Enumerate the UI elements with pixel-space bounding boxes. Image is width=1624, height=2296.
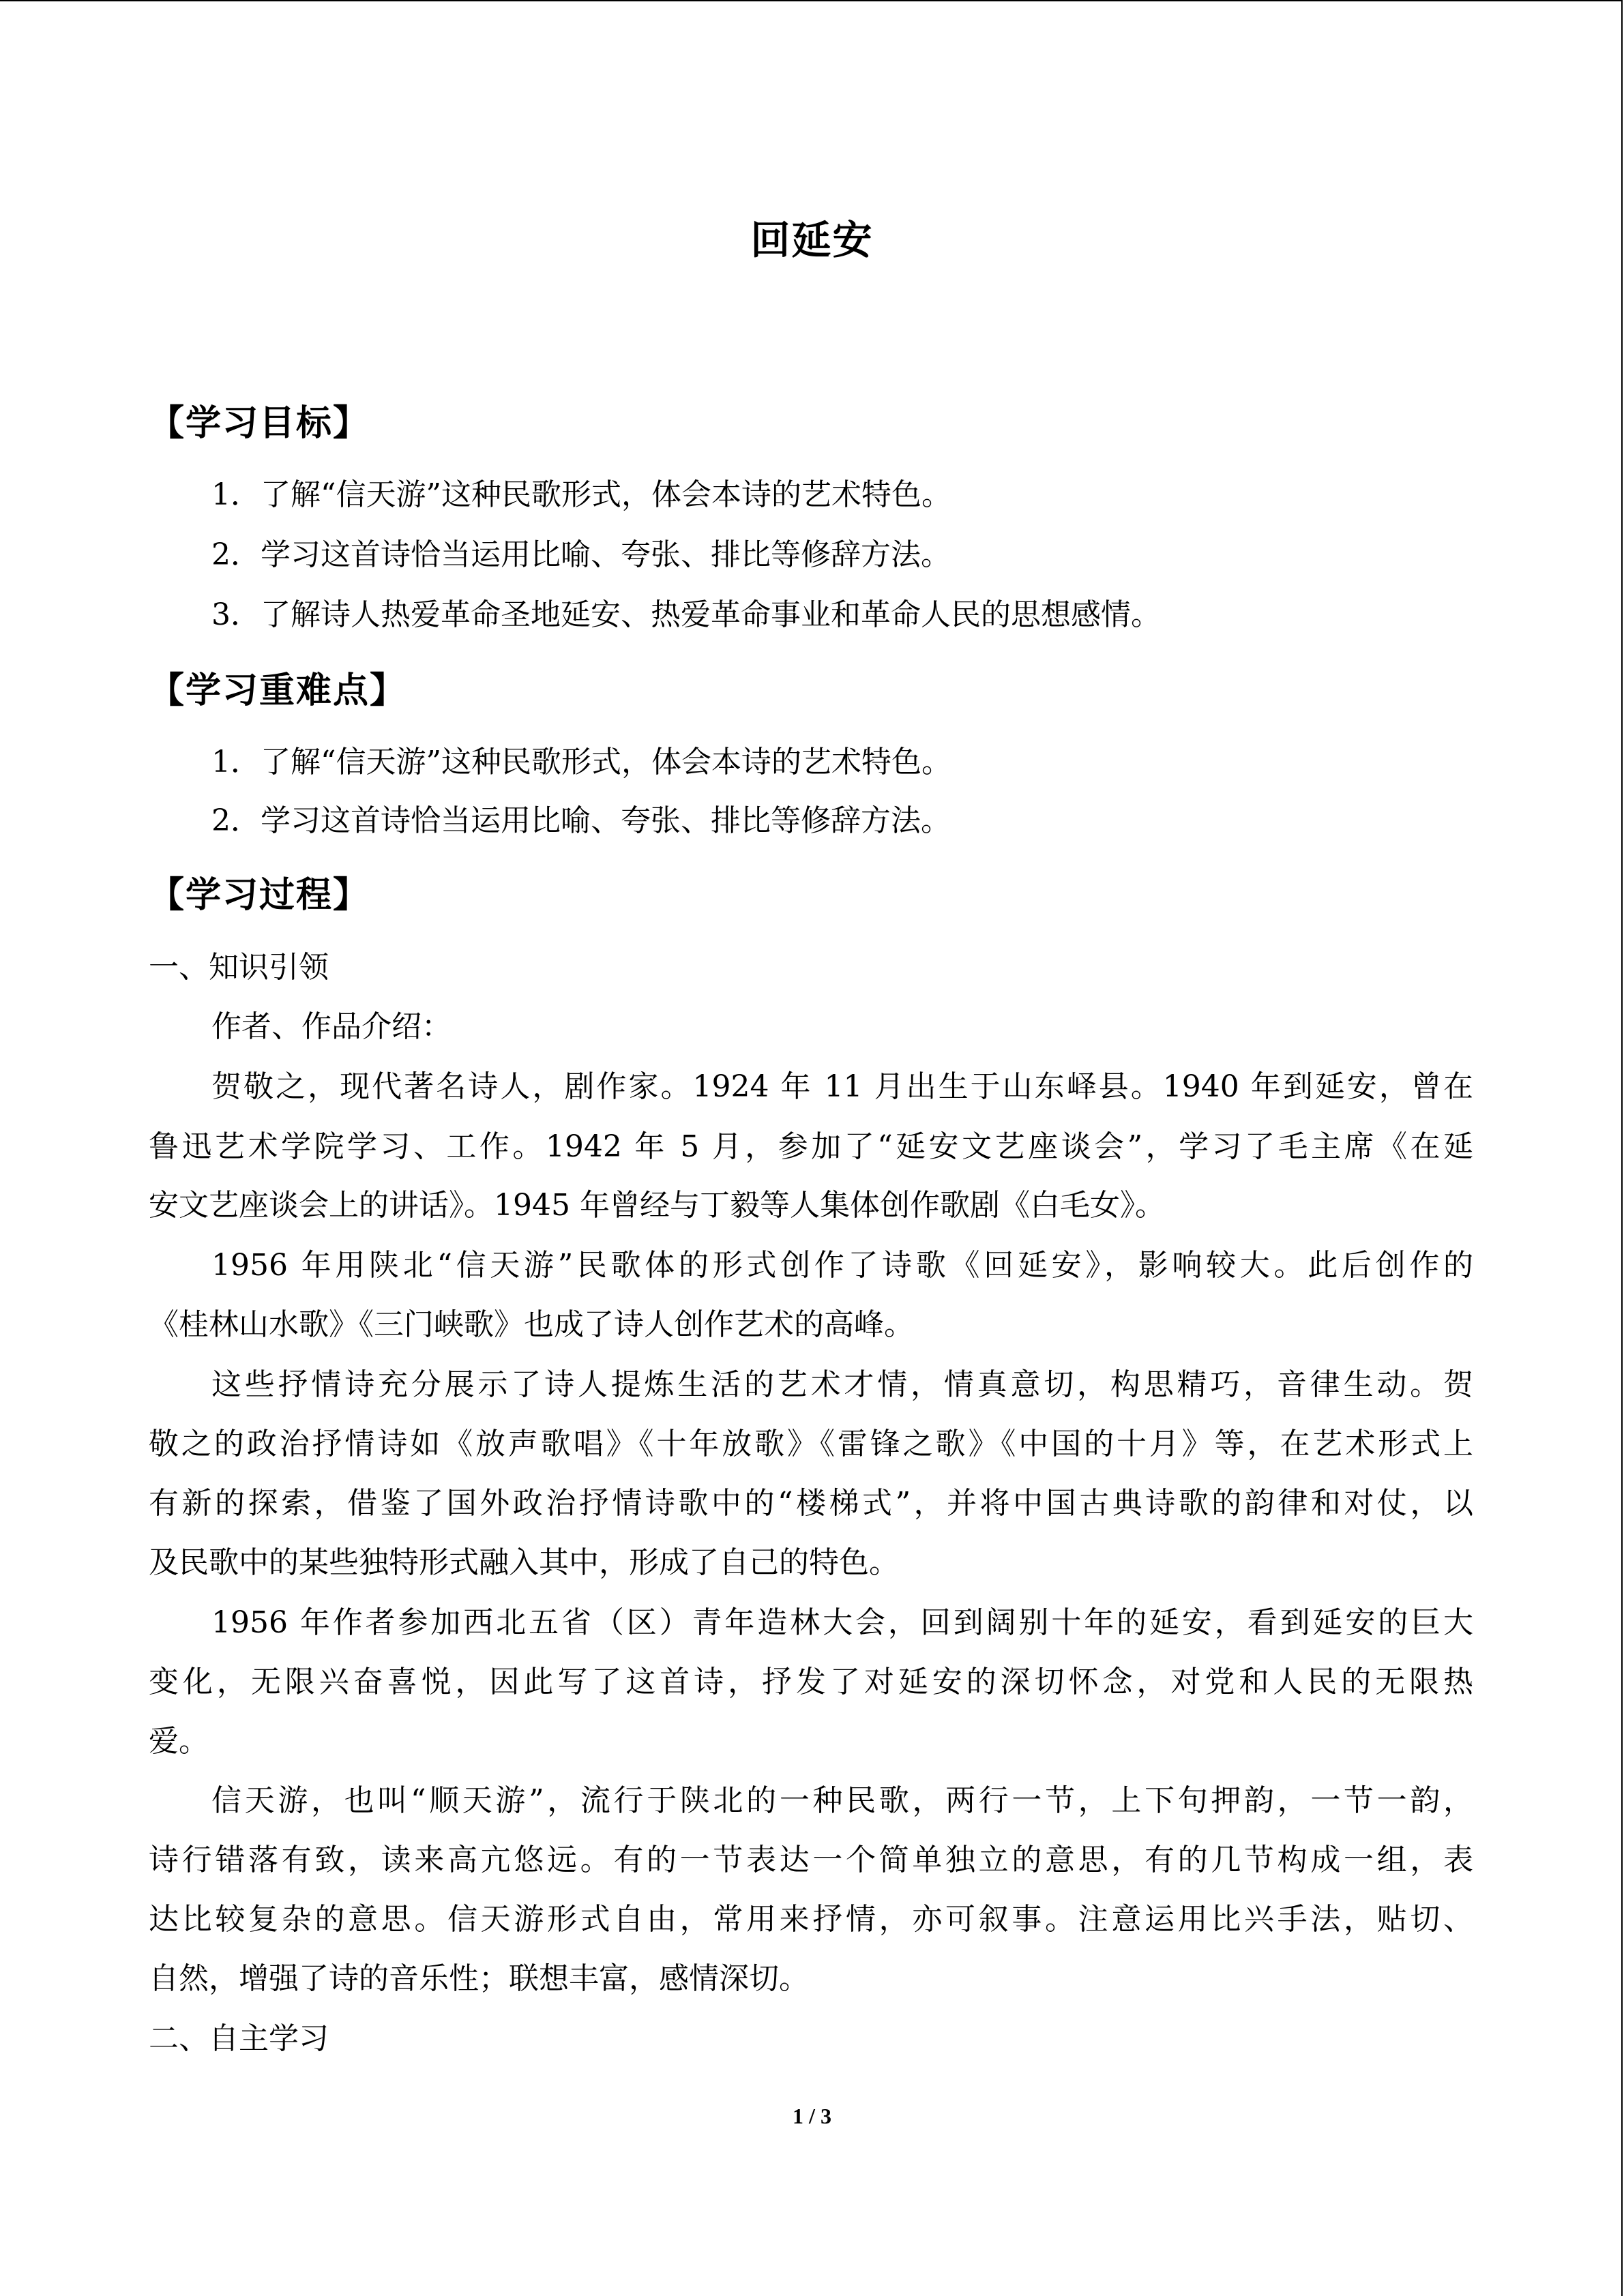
objective-item-3: 3．了解诗人热爱革命圣地延安、热爱革命事业和革命人民的思想感情。 xyxy=(211,597,1161,632)
para5-line-3: 达比较复杂的意思。信天游形式自由，常用来抒情，亦可叙事。注意运用比兴手法，贴切、 xyxy=(149,1902,1473,1937)
para4-line-3: 爱。 xyxy=(149,1724,209,1759)
key-point-item-1: 1．了解“信天游”这种民歌形式，体会本诗的艺术特色。 xyxy=(211,745,951,779)
para4-line-2: 变化，无限兴奋喜悦，因此写了这首诗，抒发了对延安的深切怀念，对党和人民的无限热 xyxy=(149,1665,1473,1699)
objective-item-2: 2．学习这首诗恰当运用比喻、夸张、排比等修辞方法。 xyxy=(211,537,951,572)
key-points-heading: 【学习重难点】 xyxy=(149,670,407,711)
para4-line-1: 1956 年作者参加西北五省（区）青年造林大会，回到阔别十年的延安，看到延安的巨大 xyxy=(211,1605,1473,1640)
page-title: 回延安 xyxy=(750,217,874,263)
page-number: 1 / 3 xyxy=(793,2104,831,2128)
process-heading: 【学习过程】 xyxy=(149,875,370,916)
para2-line-2: 《桂林山水歌》《三门峡歌》也成了诗人创作艺术的高峰。 xyxy=(149,1307,914,1342)
key-point-item-2: 2．学习这首诗恰当运用比喻、夸张、排比等修辞方法。 xyxy=(211,803,951,838)
part2-title: 二、自主学习 xyxy=(149,2021,329,2056)
para3-line-2: 敬之的政治抒情诗如《放声歌唱》《十年放歌》《雷锋之歌》《中国的十月》等，在艺术形式上 xyxy=(149,1427,1473,1461)
para1-line-3: 安文艺座谈会上的讲话》。1945 年曾经与丁毅等人集体创作歌剧《白毛女》。 xyxy=(149,1188,1165,1223)
para5-line-1: 信天游，也叫“顺天游”，流行于陕北的一种民歌，两行一节，上下句押韵，一节一韵， xyxy=(211,1783,1473,1818)
para5-line-4: 自然，增强了诗的音乐性；联想丰富，感情深切。 xyxy=(149,1961,809,1996)
para2-line-1: 1956 年用陕北“信天游”民歌体的形式创作了诗歌《回延安》，影响较大。此后创作的 xyxy=(211,1248,1473,1283)
para5-line-2: 诗行错落有致，读来高亢悠远。有的一节表达一个简单独立的意思，有的几节构成一组，表 xyxy=(149,1843,1473,1877)
objective-item-1: 1．了解“信天游”这种民歌形式，体会本诗的艺术特色。 xyxy=(211,477,951,512)
intro-label: 作者、作品介绍： xyxy=(211,1009,452,1044)
para1-line-1: 贺敬之，现代著名诗人，剧作家。1924 年 11 月出生于山东峄县。1940 年到延安，曾在 xyxy=(211,1069,1473,1104)
para1-line-2: 鲁迅艺术学院学习、工作。1942 年 5 月，参加了“延安文艺座谈会”，学习了毛主席《在延 xyxy=(149,1129,1473,1164)
para3-line-4: 及民歌中的某些独特形式融入其中，形成了自己的特色。 xyxy=(149,1545,899,1580)
part1-title: 一、知识引领 xyxy=(149,950,329,985)
objectives-heading: 【学习目标】 xyxy=(149,403,370,444)
para3-line-1: 这些抒情诗充分展示了诗人提炼生活的艺术才情，情真意切，构思精巧，音律生动。贺 xyxy=(211,1367,1473,1402)
para3-line-3: 有新的探索，借鉴了国外政治抒情诗歌中的“楼梯式”，并将中国古典诗歌的韵律和对仗，以 xyxy=(149,1486,1473,1521)
